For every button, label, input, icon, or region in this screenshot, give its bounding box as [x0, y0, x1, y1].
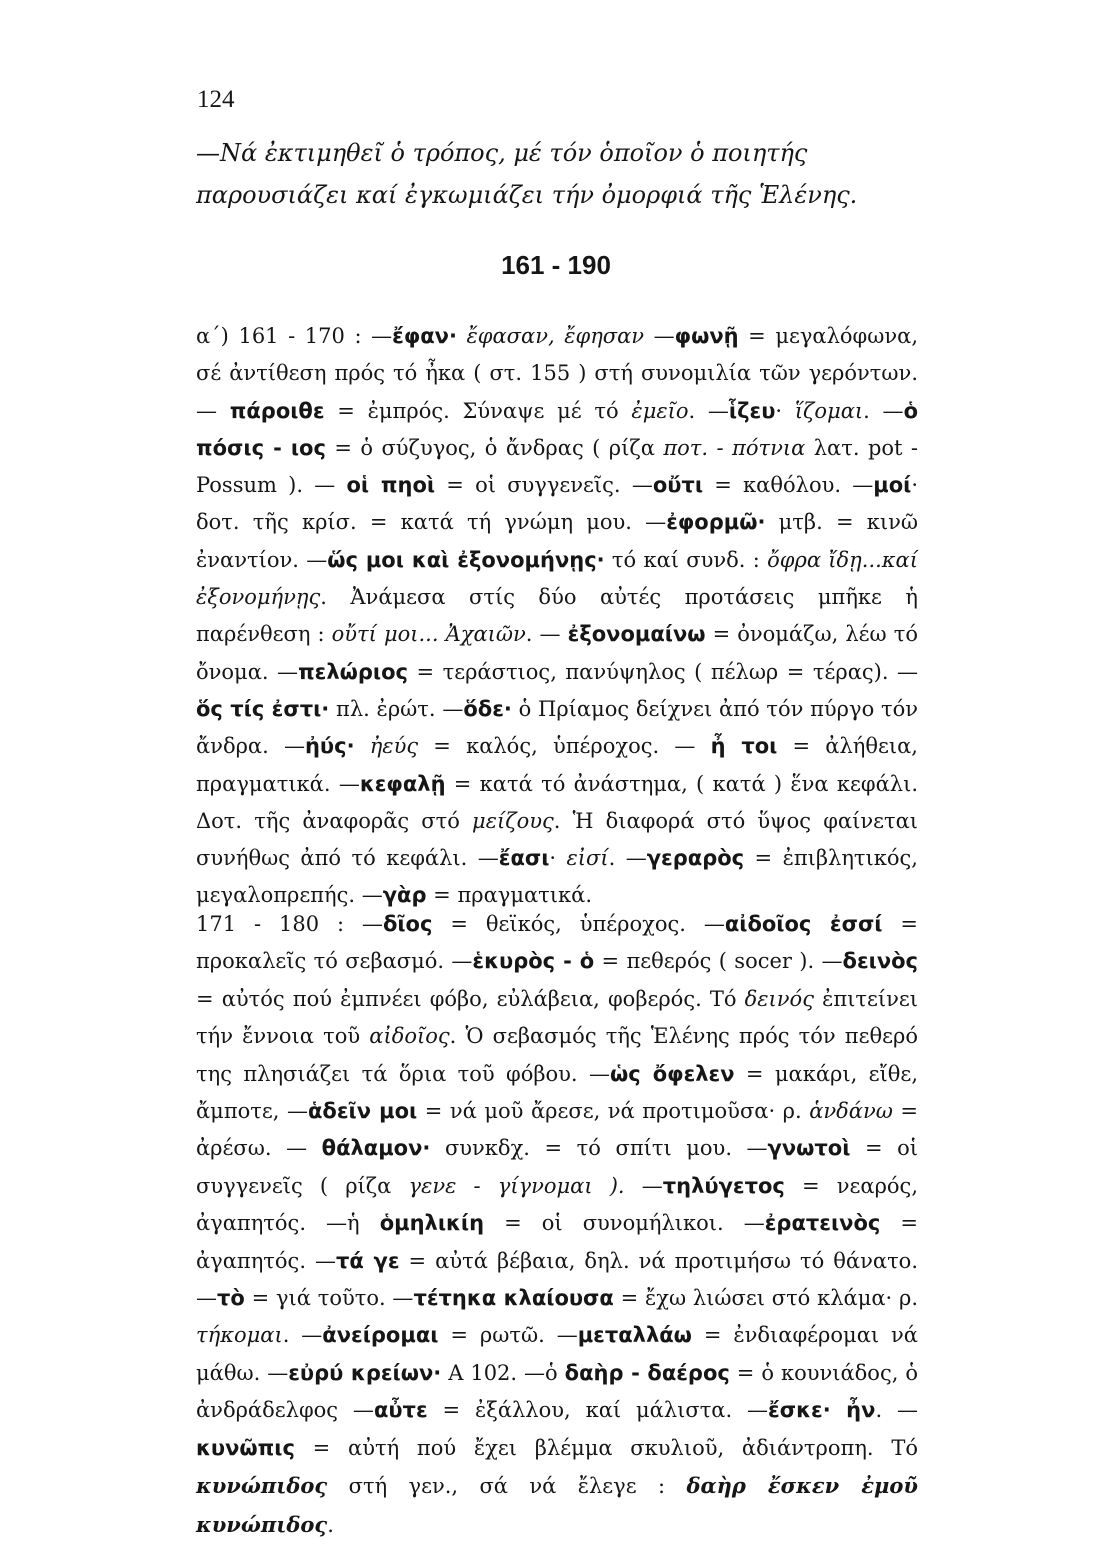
text-run: = κατά τό ἀνάστημα, ( κατά ) ἕνα κεφάλι. Δοτ. τῆς ἀναφορᾶς στό: [196, 771, 918, 833]
lemma-term: ποτ. - πότνια: [663, 435, 806, 460]
lemma-term: οὔτι: [652, 473, 704, 498]
text-run: = γιά τοῦτο. —: [244, 1286, 414, 1311]
lemma-term: ὁμηλικίη: [379, 1211, 485, 1236]
text-run: α΄) 161 - 170 : —: [196, 324, 393, 348]
text-run: = πεθερός ( socer ). —: [594, 949, 843, 974]
lemma-term: αἰδοῖος: [369, 1024, 450, 1049]
lemma-term: ἔφασαν, ἔφησαν: [456, 324, 654, 348]
lemma-term: ἵζομαι: [794, 398, 864, 423]
lemma-term: φωνῇ: [674, 324, 739, 348]
lemma-term: ὁ πόσις - ιος: [196, 398, 918, 460]
lemma-term: ἔασι: [498, 846, 550, 871]
text-run: = προκαλεῖς τό σεβασμό. —: [196, 912, 918, 974]
lemma-term: γενε - γίγνομαι ).: [408, 1173, 625, 1198]
text-run: = ὁ κουνιάδος, ὁ ἀνδράδελφος —: [196, 1360, 918, 1423]
text-run: = ὁ σύζυγος, ὁ ἄνδρας ( ρίζα: [325, 435, 664, 460]
lemma-term: ἷζευ: [728, 398, 776, 423]
text-run: . —: [688, 398, 729, 423]
text-run: = ἀλήθεια, πραγματικά. —: [196, 734, 918, 796]
text-run: = αὐτή πού ἔχει βλέμμα σκυλιοῦ, ἀδιάντροπη. Τό: [294, 1435, 918, 1460]
lemma-term: γὰρ: [382, 883, 427, 908]
lemma-term: εἰσί: [566, 846, 609, 871]
text-run: ·: [549, 846, 567, 871]
lemma-term: ἔσκε· ἦν: [768, 1398, 876, 1423]
section-heading: 161 - 190: [501, 250, 611, 280]
lemma-term: ἠεύς: [354, 734, 419, 759]
lemma-term: μοί: [873, 473, 912, 498]
lemma-term: τὸ: [217, 1286, 245, 1311]
lemma-term: πελώριος: [298, 659, 408, 684]
text-run: = νά μοῦ ἄρεσε, νά προτιμοῦσα· ρ.: [417, 1099, 810, 1124]
text-run: = μεγαλόφωνα, σέ ἀντίθεση πρός τό ἦκα ( στ. 155 ) στή συνομιλία τῶν γερόντων. —: [196, 324, 919, 423]
text-run: = αὐτός πού ἐμπνέει φόβο, εὐλάβεια, φοβερός. Τό: [196, 986, 745, 1011]
text-run: . —: [282, 1323, 323, 1348]
text-run: = οἱ συνομήλικοι. —: [484, 1211, 765, 1236]
text-run: = ἔχω λιώσει στό κλάμα· ρ.: [613, 1286, 918, 1311]
lemma-term: ἠύς·: [304, 734, 355, 759]
lemma-term: εὐρύ κρείων·: [288, 1360, 442, 1385]
lemma-term: ἑκυρὸς - ὁ: [472, 949, 595, 974]
lemma-term: μεταλλάω: [577, 1323, 692, 1348]
text-run: . —: [875, 1398, 919, 1423]
page-number: 124: [197, 86, 235, 113]
text-run: = οἱ συγγενεῖς ( ρίζα: [196, 1136, 918, 1198]
text-run: τό καί συνδ. :: [604, 547, 768, 572]
lemma-term: δαὴρ ἔσκεν ἐμοῦ κυνώπιδος: [196, 1473, 918, 1537]
lemma-term: ἁνδάνω: [809, 1099, 893, 1124]
lemma-term: τά γε: [336, 1248, 400, 1273]
text-run: = ὀνομάζω, λέω τό ὄνομα. —: [196, 622, 919, 684]
lemma-term: ἐρατεινὸς: [764, 1211, 881, 1236]
text-run: = ἐμπρός. Σύναψε μέ τό: [324, 398, 632, 423]
lemma-term: γεραρὸς: [646, 846, 745, 871]
text-run: = οἱ συγγενεῖς. —: [435, 473, 653, 498]
text-run: —: [624, 1173, 663, 1198]
text-run: · δοτ. τῆς κρίσ. = κατά τή γνώμη μου. —: [196, 473, 919, 535]
lemma-term: δῖος: [382, 912, 433, 936]
commentary-paragraph-161-170: [196, 318, 918, 915]
lemma-term: αὖτε: [373, 1398, 428, 1423]
lemma-term: θάλαμον·: [321, 1136, 431, 1161]
lemma-term: κεφαλῇ: [359, 771, 446, 796]
lemma-term: κυνῶπις: [196, 1435, 295, 1460]
text-run: λατ. pot - Possum ). —: [196, 435, 918, 498]
lemma-term: ἐξονομαίνω: [567, 622, 706, 647]
text-run: . —: [608, 846, 647, 871]
commentary-paragraph-171-180: [196, 906, 918, 1544]
lemma-term: κυνώπιδος: [196, 1473, 328, 1499]
lemma-term: ἐμεῖο: [631, 398, 689, 423]
text-run: = ἀγαπητός. —: [196, 1211, 918, 1273]
lemma-term: τήκομαι: [196, 1323, 283, 1348]
text-run: —: [653, 324, 675, 348]
text-run: = ρωτῶ. —: [438, 1323, 578, 1348]
text-run: = πραγματικά.: [426, 883, 592, 908]
text-run: Α 102. —ὁ: [441, 1360, 565, 1385]
text-run: 171 - 180 : —: [196, 912, 383, 936]
lemma-term: ἔφαν·: [392, 324, 457, 348]
text-run: . Ἡ διαφορά στό ὕψος φαίνεται συνήθως ἀπό τό κεφάλι. —: [196, 808, 918, 871]
lemma-term: ὄφρα ἴδῃ...καί ἐξονομήνῃς: [196, 547, 918, 610]
lemma-term: ἦ τοι: [710, 734, 778, 759]
text-run: = καθόλου. —: [703, 473, 874, 498]
text-run: . Ἀνάμεσα στίς δύο αὐτές προτάσεις μπῆκε ἡ παρένθεση :: [196, 585, 918, 647]
text-run: = ἐξάλλου, καί μάλιστα. —: [427, 1398, 769, 1423]
text-run: .: [327, 1512, 334, 1537]
text-run: μτβ. = κινῶ ἐναντίον. —: [196, 510, 918, 572]
text-run: = θεϊκός, ὑπέροχος. —: [432, 912, 725, 936]
text-run: = ἐνδιαφέρομαι νά μάθω. —: [196, 1323, 918, 1385]
text-run: = ἐπιβλητικός, μεγαλοπρεπής. —: [196, 846, 918, 908]
lemma-term: δεινὸς: [842, 949, 918, 974]
lemma-term: ὅς τίς ἐστι·: [196, 696, 330, 721]
text-run: ·: [775, 398, 795, 423]
lemma-term: οὔτί μοι... Ἀχαιῶν: [331, 622, 526, 647]
lemma-term: ἐφορμῶ·: [666, 510, 766, 535]
text-run: στή γεν., σά νά ἔλεγε :: [327, 1474, 687, 1499]
lemma-term: τέτηκα κλαίουσα: [413, 1286, 614, 1311]
text-run: = αὐτά βέβαια, δηλ. νά προτιμήσω τό θάνατο. —: [196, 1248, 919, 1311]
lemma-term: μείζους: [472, 808, 554, 833]
lemma-term: ὡς ὄφελεν: [610, 1061, 735, 1086]
lemma-term: τηλύγετος: [662, 1173, 785, 1198]
lemma-term: αἰδοῖος ἐσσί: [724, 912, 883, 936]
text-run: πλ. ἐρώτ. —: [329, 696, 464, 721]
text-run: . —: [525, 622, 568, 647]
lemma-term: γνωτοὶ: [767, 1136, 851, 1161]
lemma-term: πάροιθε: [229, 398, 325, 423]
study-question: —Νά ἐκτιμηθεῖ ὁ τρόπος, μέ τόν ὁποῖον ὁ ποιητής παρουσιάζει καί ἐγκωμιάζει τήν ὀμορφιά τῆς Ἑλένης.: [196, 139, 858, 209]
lemma-term: ὥς μοι καὶ ἐξονομήνῃς·: [327, 547, 605, 572]
lemma-term: δεινός: [744, 986, 814, 1011]
text-run: = ἀρέσω. —: [196, 1099, 918, 1161]
lemma-term: ὅδε·: [463, 696, 512, 721]
lemma-term: ἁδεῖν μοι: [307, 1099, 418, 1124]
lemma-term: δαὴρ - δαέρος: [564, 1360, 730, 1385]
text-run: ἐπιτείνει τήν ἔννοια τοῦ: [196, 986, 918, 1049]
text-run: . —: [863, 398, 904, 423]
lemma-term: οἱ πηοὶ: [346, 473, 436, 498]
text-run: = καλός, ὑπέροχος. —: [418, 734, 711, 759]
text-run: = τεράστιος, πανύψηλος ( πέλωρ = τέρας). —: [408, 659, 919, 684]
lemma-term: ἀνείρομαι: [322, 1323, 439, 1348]
text-run: συνκδχ. = τό σπίτι μου. —: [430, 1136, 768, 1161]
text-run: ὁ Πρίαμος δείχνει ἀπό τόν πύργο τόν ἄνδρα. —: [196, 696, 918, 759]
text-run: = νεαρός, ἀγαπητός. —ἡ: [196, 1173, 918, 1236]
text-run: = μακάρι, εἴθε, ἄμποτε, —: [196, 1061, 918, 1124]
text-run: . Ὁ σεβασμός τῆς Ἑλένης πρός τόν πεθερό της πλησιάζει τά ὅρια τοῦ φόβου. —: [196, 1024, 918, 1086]
